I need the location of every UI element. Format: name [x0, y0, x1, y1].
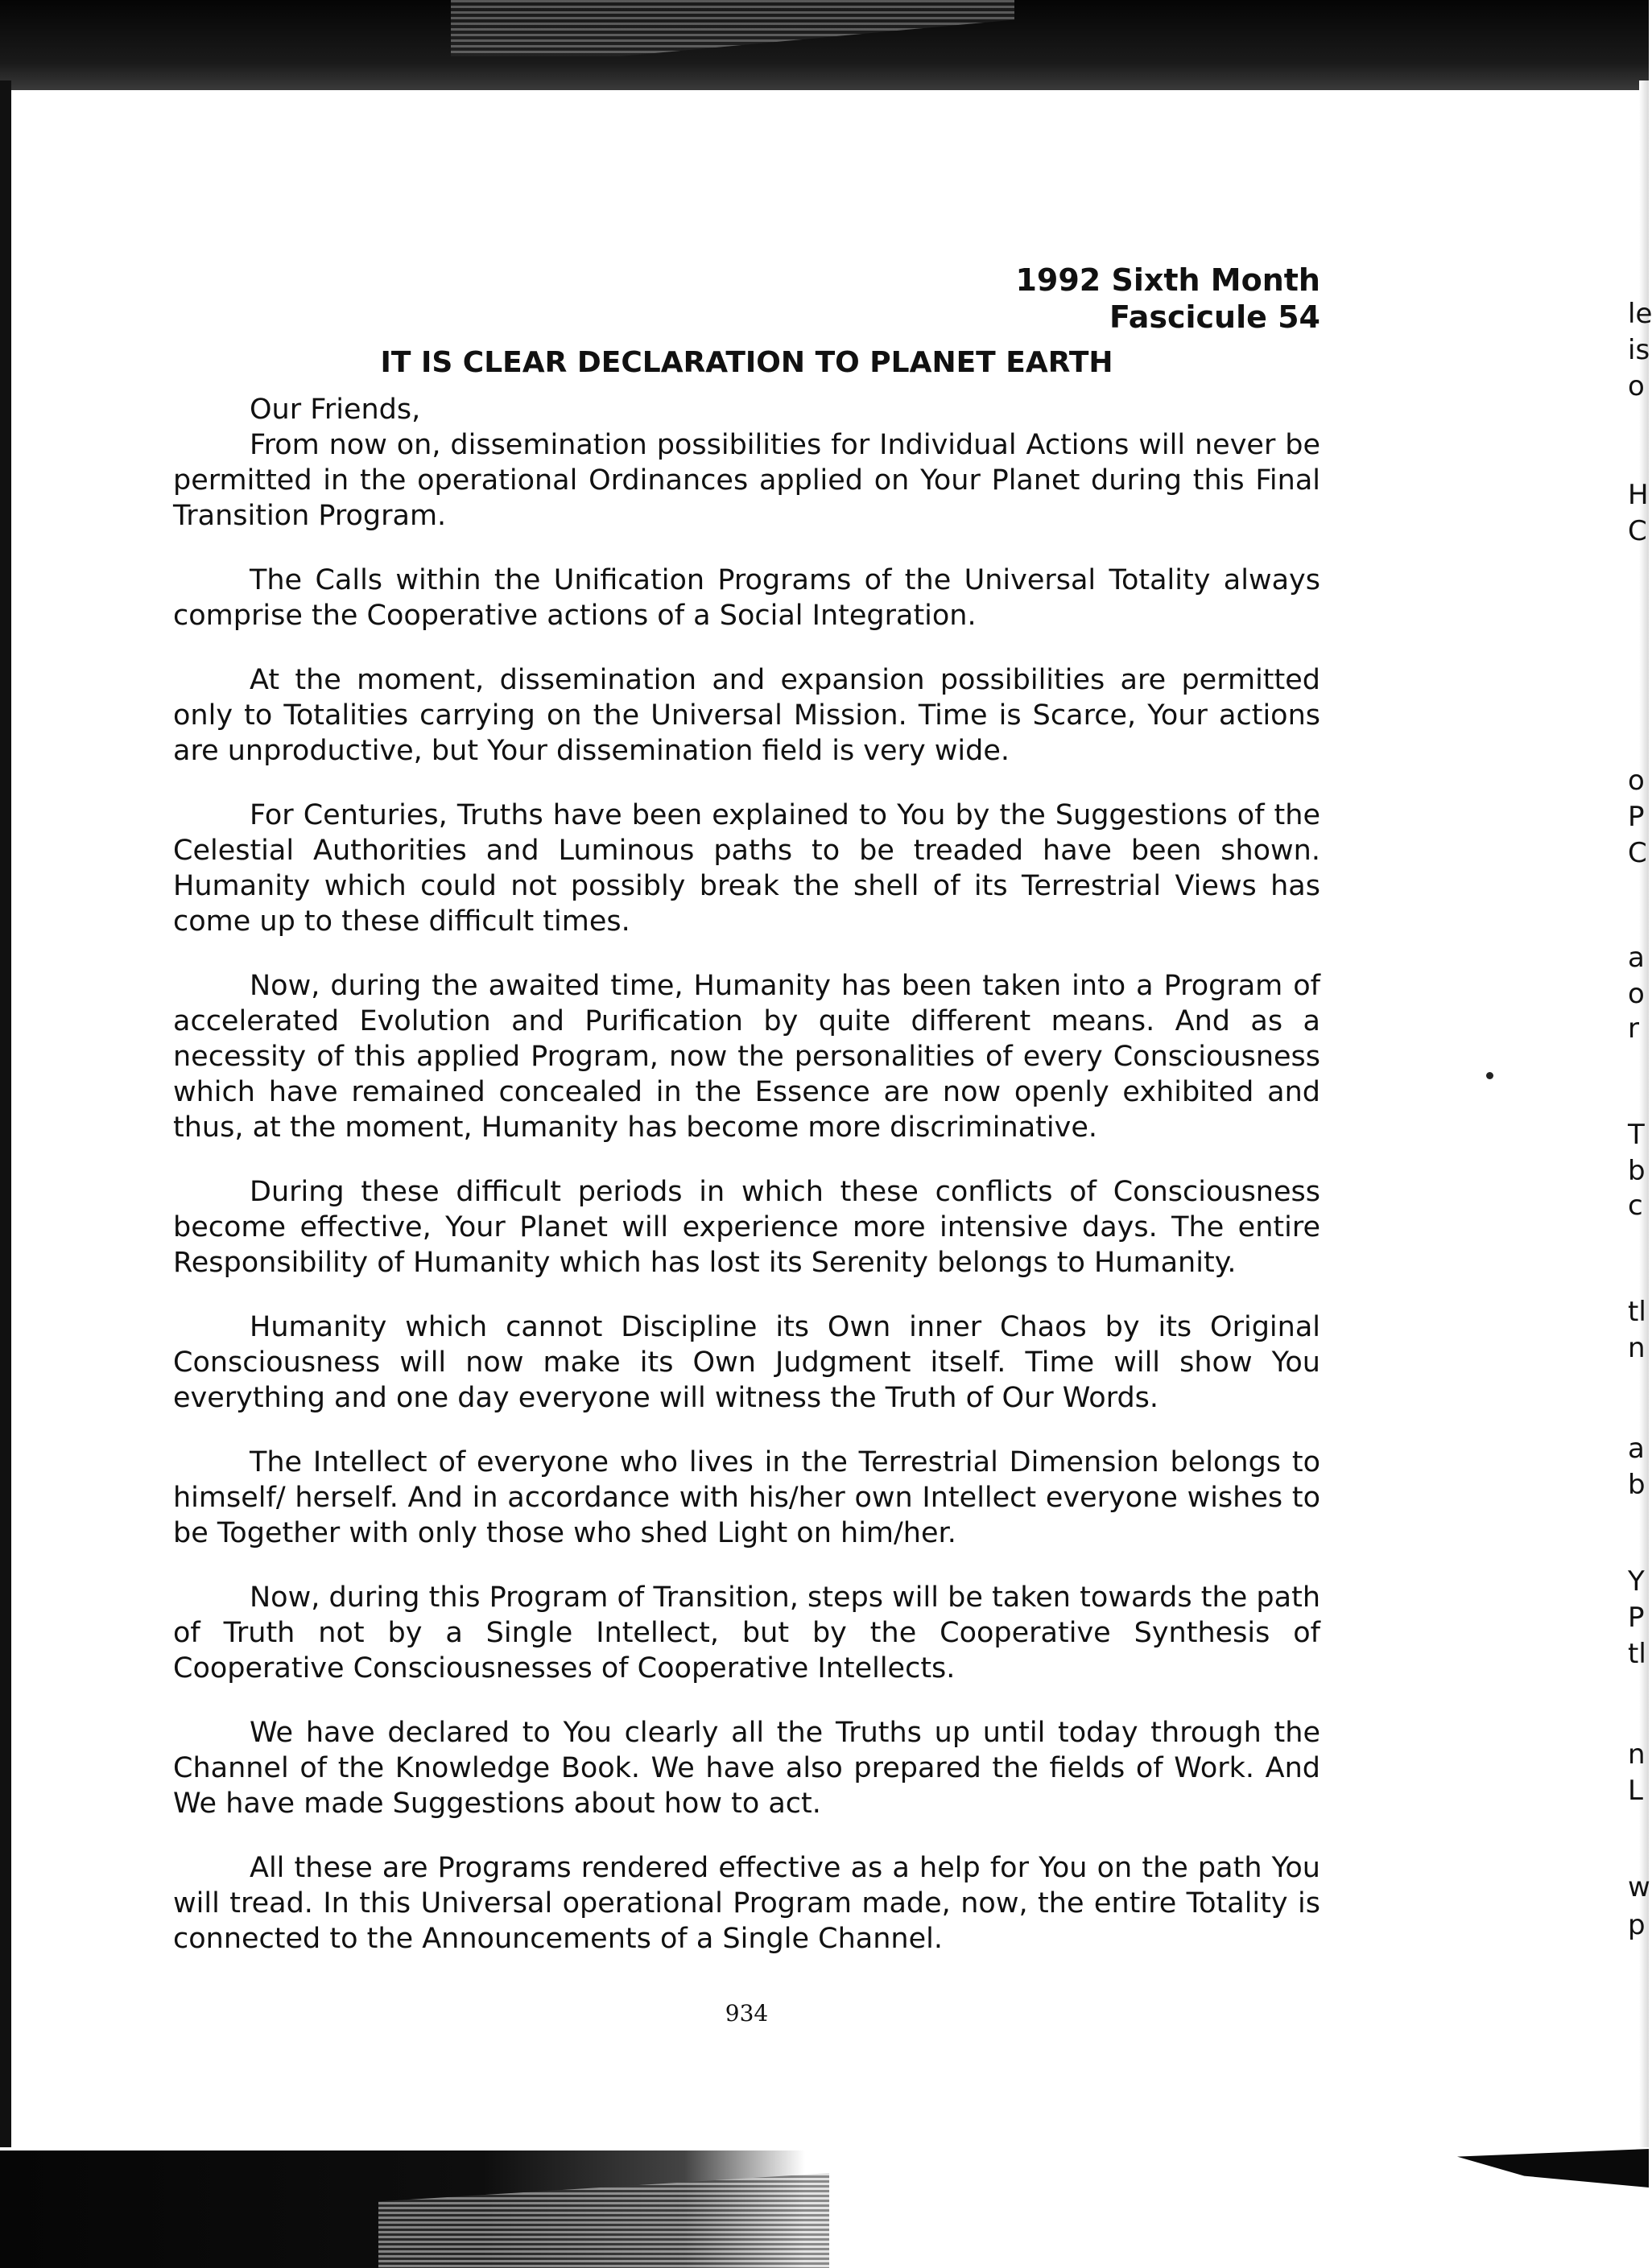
paragraph: All these are Programs rendered effective as a help for You on the path You will tread. In this Universal operational Program made, now, the entire Totality is connected to the Announcements of a Single Channel.: [173, 1852, 1320, 1955]
margin-fragment: P: [1628, 1602, 1645, 1634]
paragraph: The Intellect of everyone who lives in the Terrestrial Dimension belongs to himself/ herself. And in accordance with his/her own Intellect everyone wishes to be Together with only those who shed Light on him/her.: [173, 1446, 1320, 1549]
margin-fragment: b: [1628, 1155, 1646, 1187]
margin-fragment: is: [1628, 334, 1650, 366]
paragraph: Humanity which cannot Discipline its Own inner Chaos by its Original Consciousness will now make its Own Judgment itself. Time will show You everything and one day everyone will witness the Truth of Our Words.: [173, 1311, 1320, 1414]
paragraph: Now, during the awaited time, Humanity has been taken into a Program of accelerated Evolution and Purification by quite different means. And as a necessity of this applied Program, now the personalities of every Consciousness which have remained concealed in the Essence are now openly exhibited and thus, at the moment, Humanity has become more discriminative.: [173, 970, 1320, 1144]
fascicule-label: Fascicule 54: [1109, 299, 1320, 335]
margin-fragment: a: [1628, 1433, 1645, 1465]
margin-fragment: C: [1628, 837, 1647, 869]
margin-fragment: o: [1628, 370, 1645, 402]
margin-fragment: n: [1628, 1738, 1646, 1771]
margin-fragment: P: [1628, 801, 1645, 833]
margin-fragment: o: [1628, 765, 1645, 797]
margin-fragment: b: [1628, 1469, 1646, 1501]
margin-fragment: o: [1628, 978, 1645, 1010]
scan-speck: [1486, 1072, 1493, 1079]
document-page: [173, 262, 1320, 2027]
margin-fragment: C: [1628, 515, 1647, 547]
margin-fragment: a: [1628, 942, 1645, 974]
document-title: IT IS CLEAR DECLARATION TO PLANET EARTH: [380, 346, 1113, 379]
document-header: [173, 262, 1320, 336]
date-line: 1992 Sixth Month: [1015, 262, 1320, 298]
margin-fragment: w: [1628, 1871, 1650, 1903]
adjacent-page-fragments: [1628, 0, 1652, 2268]
paragraph: The Calls within the Unification Programs of the Universal Totality always comprise the Cooperative actions of a Social Integration.: [173, 564, 1320, 632]
paragraph: During these difficult periods in which these conflicts of Consciousness become effective, Your Planet will experience more intensive days. The entire Responsibility of Humanity which has lost its Serenity belongs to Humanity.: [173, 1176, 1320, 1279]
margin-fragment: tl: [1628, 1638, 1646, 1670]
margin-fragment: p: [1628, 1909, 1646, 1941]
paragraph: For Centuries, Truths have been explained to You by the Suggestions of the Celestial Authorities and Luminous paths to be treaded have been shown. Humanity which could not possibly break the shell of its Terrestrial Views has come up to these difficult times.: [173, 799, 1320, 938]
greeting: Our Friends,: [250, 394, 421, 426]
scan-border-left: [0, 80, 11, 2157]
page-number: 934: [725, 2000, 769, 2027]
margin-fragment: r: [1628, 1012, 1639, 1045]
margin-fragment: Y: [1628, 1565, 1645, 1598]
margin-fragment: H: [1628, 479, 1649, 511]
margin-fragment: n: [1628, 1332, 1646, 1364]
paragraph: We have declared to You clearly all the Truths up until today through the Channel of the Knowledge Book. We have also prepared the fields of Work. And We have made Suggestions about how to act.: [173, 1717, 1320, 1820]
margin-fragment: T: [1628, 1119, 1645, 1151]
margin-fragment: le: [1628, 298, 1652, 330]
paragraph: At the moment, dissemination and expansion possibilities are permitted only to Totalities carrying on the Universal Mission. Time is Scarce, Your actions are unproductive, but Your dissemination field is very wide.: [173, 664, 1320, 767]
margin-fragment: L: [1628, 1775, 1643, 1807]
margin-fragment: tl: [1628, 1296, 1646, 1328]
paragraph: From now on, dissemination possibilities for Individual Actions will never be permitted in the operational Ordinances applied on Your Planet during this Final Transition Program.: [173, 429, 1320, 532]
paragraph: Now, during this Program of Transition, steps will be taken towards the path of Truth not by a Single Intellect, but by the Cooperative Synthesis of Cooperative Consciousnesses of Cooperative Intellects.: [173, 1581, 1320, 1685]
margin-fragment: c: [1628, 1190, 1643, 1222]
